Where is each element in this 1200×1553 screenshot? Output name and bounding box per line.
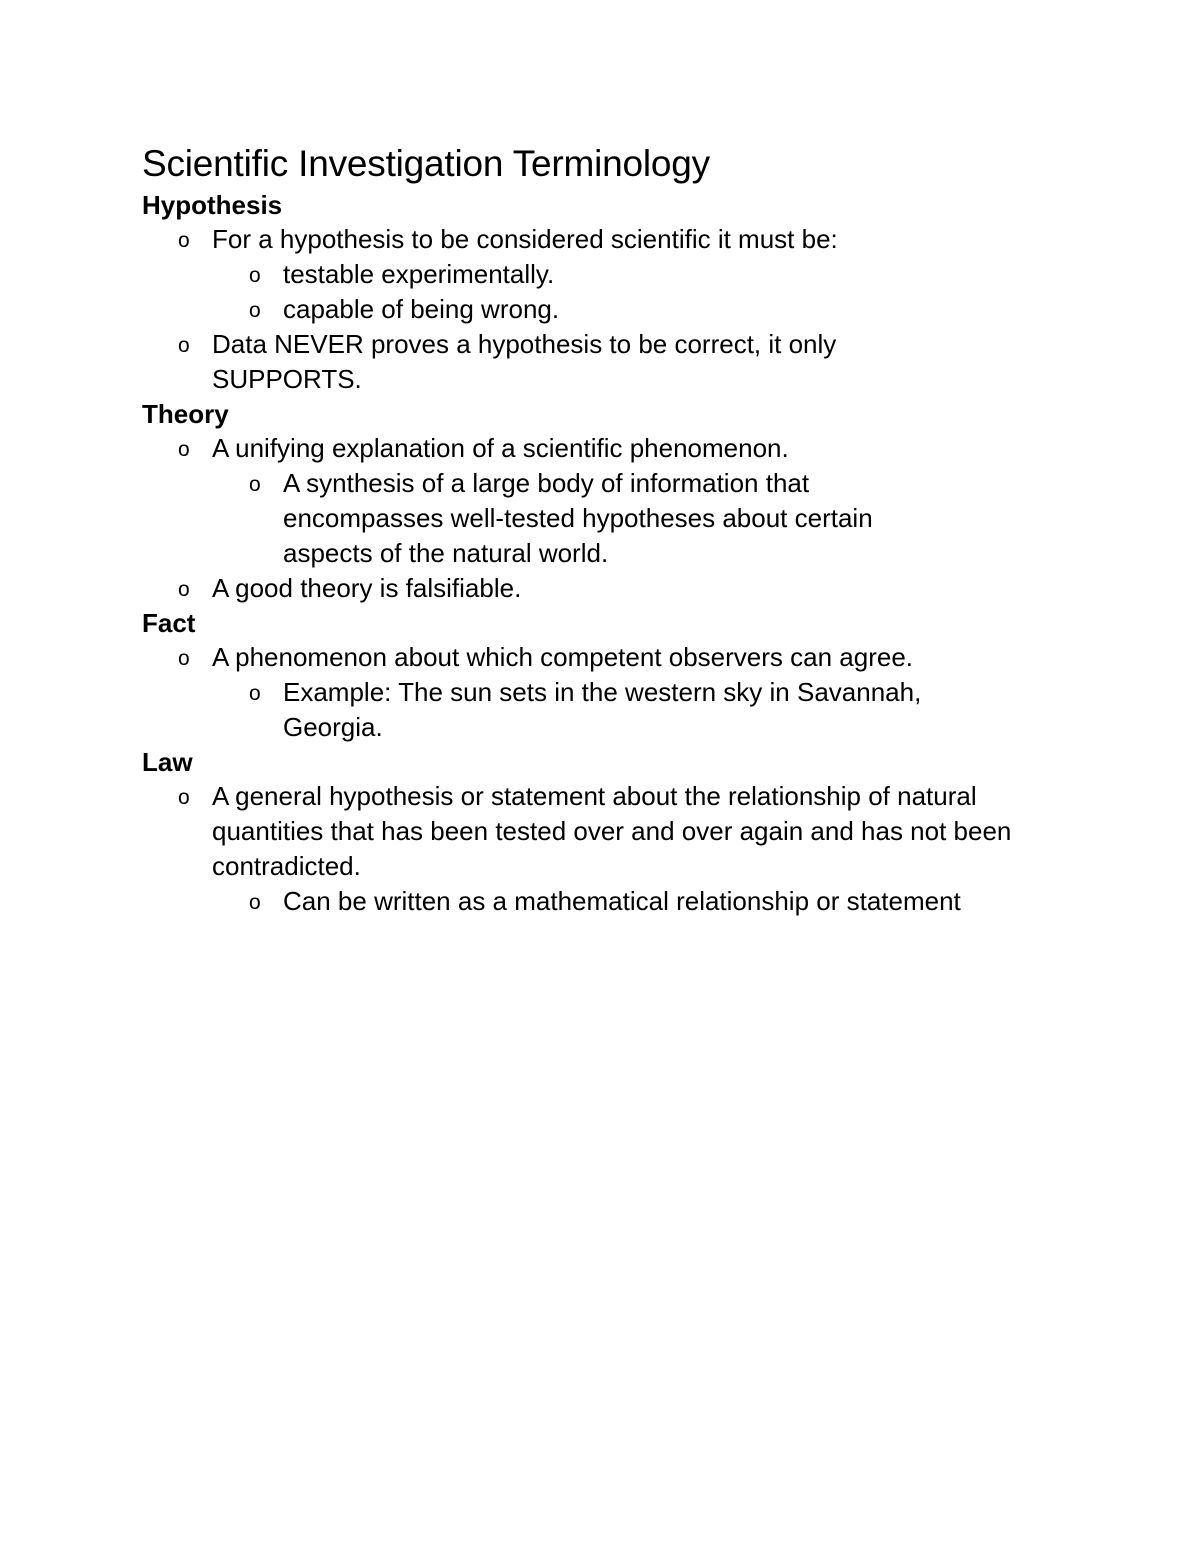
list-item-text: A general hypothesis or statement about the relationship of natural quantities that has been tested over and over again and has not been contradicted. <box>212 781 1012 881</box>
list-item-text: A unifying explanation of a scientific phenomenon. <box>212 433 789 463</box>
list-item <box>142 222 1002 257</box>
list-item <box>142 466 950 571</box>
list-item-text: Example: The sun sets in the western sky in Savannah, Georgia. <box>283 677 922 742</box>
section-heading-fact: Fact <box>142 608 196 638</box>
list-item <box>142 431 1002 466</box>
bullet-icon: o <box>249 891 261 914</box>
list-item <box>142 640 1062 675</box>
list-item-text: Data NEVER proves a hypothesis to be correct, it only SUPPORTS. <box>212 329 837 394</box>
bullet-icon: o <box>178 334 190 357</box>
list-item-text: capable of being wrong. <box>283 294 560 324</box>
list-item <box>142 292 1073 327</box>
list-item <box>142 571 1002 606</box>
section-heading-theory: Theory <box>142 399 229 429</box>
list-item-text: A synthesis of a large body of information that encompasses well-tested hypotheses about certain aspects of the natural world. <box>283 468 873 568</box>
section-heading-law: Law <box>142 747 193 777</box>
list-item-text: A phenomenon about which competent observers can agree. <box>212 642 914 672</box>
bullet-icon: o <box>249 299 261 322</box>
list-item-text: A good theory is falsifiable. <box>212 573 522 603</box>
list-item <box>142 257 1073 292</box>
bullet-icon: o <box>249 473 261 496</box>
section-theory <box>142 397 1082 606</box>
bullet-icon: o <box>178 438 190 461</box>
list-item <box>142 327 922 397</box>
list-item-text: Can be written as a mathematical relationship or statement <box>283 886 961 916</box>
bullet-icon: o <box>178 786 190 809</box>
bullet-icon: o <box>178 229 190 252</box>
list-item <box>142 779 1042 884</box>
list-item-text: testable experimentally. <box>283 259 555 289</box>
bullet-icon: o <box>249 264 261 287</box>
document-page <box>142 140 1082 919</box>
bullet-icon: o <box>178 647 190 670</box>
bullet-icon: o <box>249 682 261 705</box>
list-item-text: For a hypothesis to be considered scientific it must be: <box>212 224 838 254</box>
bullet-icon: o <box>178 578 190 601</box>
document-title: Scientific Investigation Terminology <box>142 143 710 184</box>
list-item <box>142 884 1200 919</box>
section-heading-hypothesis: Hypothesis <box>142 190 283 220</box>
list-item <box>142 675 1007 745</box>
section-fact <box>142 606 1082 745</box>
section-hypothesis <box>142 188 1082 397</box>
section-law <box>142 745 1082 919</box>
